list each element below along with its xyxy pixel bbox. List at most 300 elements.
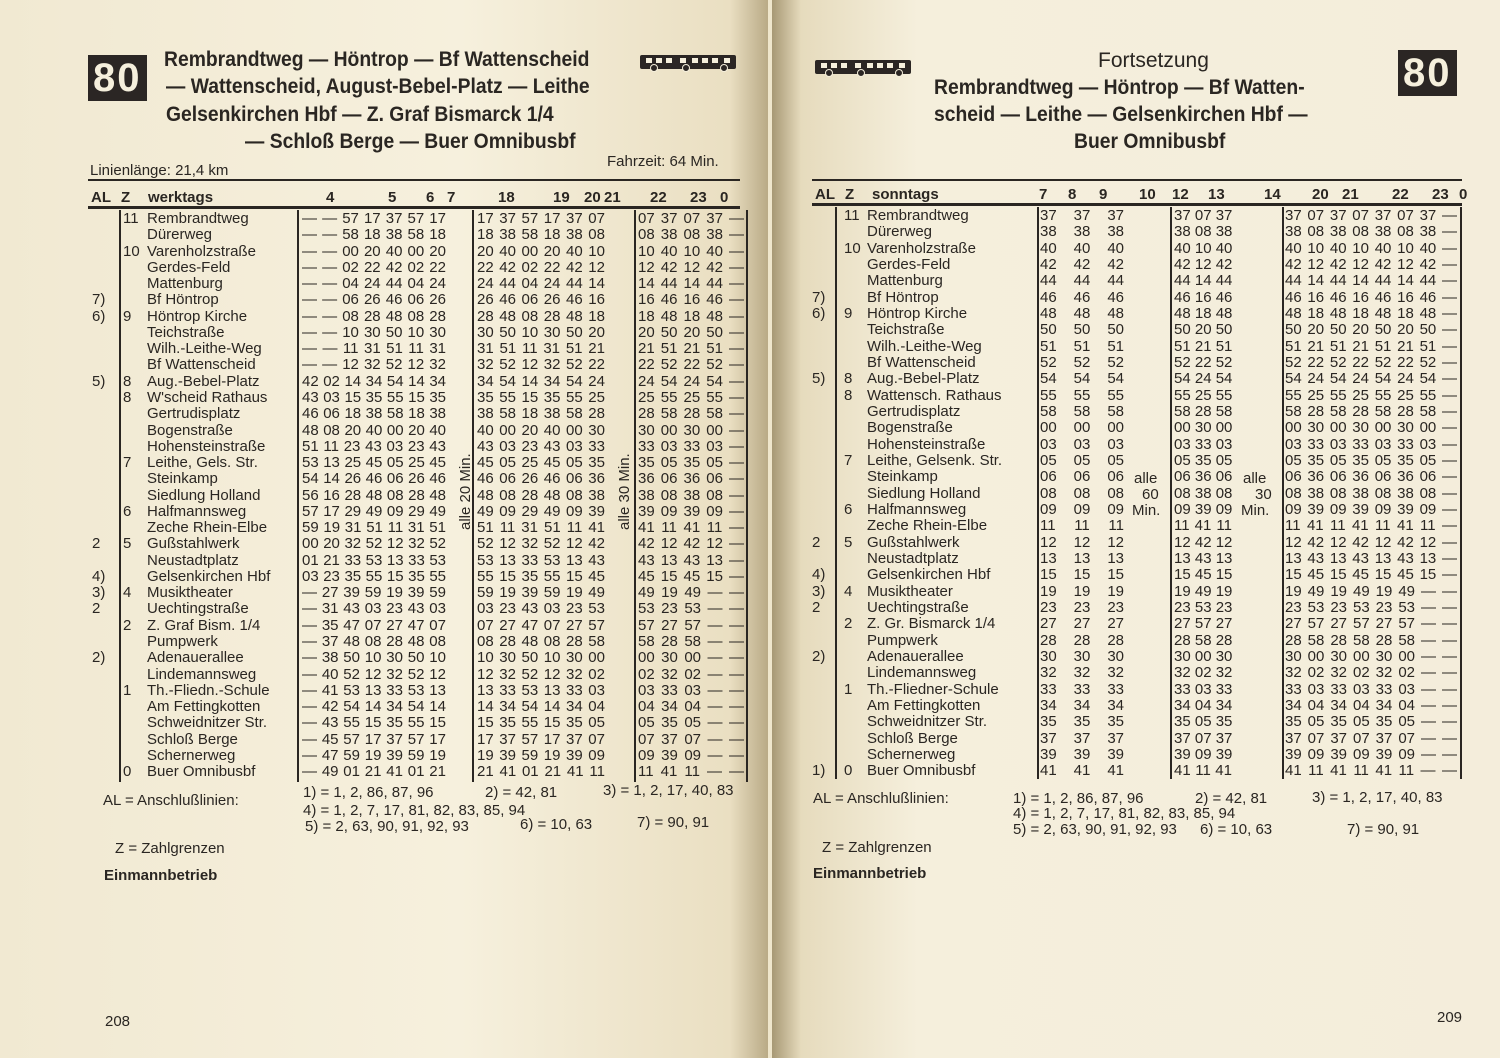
departures-block-3: 09 39 09 39 09 39 09 — [1285,501,1457,518]
stop-name: Zeche Rhein-Elbe [147,519,268,537]
stop-name: Lindemannsweg [867,664,977,682]
departures-block-3: 08 38 08 38 — [638,227,744,244]
stop-name: Uechtingstraße [147,600,249,618]
fare-zone: 0 [123,763,132,781]
departures-block-3: 50 20 50 20 50 20 50 — [1285,322,1457,339]
departures-block-3: 42 12 42 12 42 12 42 — [1285,256,1457,273]
departures-block-1: 00 20 32 52 12 32 52 [302,536,446,553]
connection-lines: 3) [812,582,826,600]
fare-zone: 11 [844,207,860,224]
fare-zone: 6 [123,502,132,520]
timetable-row [772,437,1500,453]
departures-block-3: 11 41 11 41 11 41 11 — [1285,518,1457,535]
departures-block-1: — — 12 32 52 12 32 [302,357,446,374]
fare-zone: 7 [123,454,132,472]
departures-block-3: 00 30 00 — — [638,650,744,667]
footnote-7: 7) = 90, 91 [1347,821,1420,838]
departures-block-2: 17 37 57 17 37 07 [477,211,605,227]
departures-block-2: 49 09 29 49 09 39 [477,503,605,520]
departures-block-1: 03 23 35 55 15 35 55 [302,568,446,585]
stop-name: Gerdes-Feld [147,258,231,276]
departures-block-1: 13 13 13 [1040,550,1124,567]
stop-name: Dürerweg [867,223,933,241]
header-hour-10: 10 [1139,186,1156,203]
departures-block-1: — 43 55 15 35 55 15 [302,715,446,732]
departures-block-1: — — 58 18 38 58 18 [302,227,446,244]
departures-block-1: 39 39 39 [1040,746,1124,763]
stop-name: Aug.-Bebel-Platz [867,370,980,388]
departures-block-1: 46 46 46 [1040,289,1124,306]
stop-name: Mattenburg [147,275,223,293]
departures-block-3: 39 09 39 09 — [638,503,744,520]
departures-block-2: 51 11 31 51 11 41 [477,520,605,537]
departures-block-3: 38 08 38 08 38 08 38 — [1285,224,1457,241]
bus-icon [815,60,911,74]
departures-block-3: 44 14 44 14 44 14 44 — [1285,273,1457,290]
stop-name: Bogenstraße [147,421,233,439]
departures-block-2: 08 38 08 [1174,485,1232,502]
stop-name: Buer Omnibusbf [147,763,256,781]
departures-block-1: — 49 01 21 41 01 21 [302,764,446,781]
stop-name: Musiktheater [147,584,233,602]
departures-block-1: — — 02 22 42 02 22 [302,259,446,276]
departures-block-2: 08 28 48 08 28 58 [477,634,605,651]
departures-block-2: 26 46 06 26 46 16 [477,292,605,309]
departures-block-3: 54 24 54 24 54 24 54 — [1285,371,1457,388]
departures-block-1: 41 41 41 [1040,763,1124,780]
departures-block-1: 28 28 28 [1040,632,1124,649]
departures-block-1: — — 11 31 51 11 31 [302,341,446,358]
stop-name: Varenholzstraße [867,239,976,257]
stop-name: Schloß Berge [867,729,958,747]
departures-block-2: 45 05 25 45 05 35 [477,455,605,472]
page-number: 208 [105,1013,131,1030]
departures-block-3: 25 55 25 55 — [638,389,744,406]
departures-block-1: — — 06 26 46 06 26 [302,292,446,309]
departures-block-1: 43 03 15 35 55 15 35 [302,389,446,406]
departures-block-2: 15 35 55 15 35 05 [477,715,605,732]
stop-name: Th.-Fliedner-Schule [867,680,999,698]
departures-block-1: 11 11 11 [1040,518,1124,535]
departures-block-2: 39 09 39 [1174,746,1232,763]
stop-name: Schernerweg [147,746,236,764]
header-hour-7: 7 [1039,186,1048,203]
header-hour-18: 18 [498,189,515,206]
connection-lines: 1) [812,762,826,780]
timetable-row [0,227,768,243]
departures-block-1: 57 17 29 49 09 29 49 [302,503,446,520]
departures-block-1: 08 08 08 [1040,485,1124,502]
departures-block-3: 07 37 07 — — [638,731,744,748]
departures-block-1: — 38 50 10 30 50 10 [302,650,446,667]
departures-block-1: — 35 47 07 27 47 07 [302,617,446,634]
departures-block-1: 00 00 00 [1040,420,1124,437]
departures-block-1: — 42 54 14 34 54 14 [302,699,446,716]
departures-block-1: 12 12 12 [1040,534,1124,551]
timetable-row [772,257,1500,273]
timetable-row [0,764,768,780]
departures-block-1: — 40 52 12 32 52 12 [302,666,446,683]
connection-lines: 3) [92,584,106,602]
departures-block-3: 08 38 08 38 08 38 08 — [1285,485,1457,502]
departures-block-2: 11 41 11 [1174,518,1232,535]
footnote-6: 6) = 10, 63 [520,816,593,833]
departures-block-2: 55 25 55 [1174,387,1232,404]
connection-lines: 7) [92,291,106,309]
stop-name: Bogenstraße [867,419,953,437]
timetable-row [772,567,1500,583]
departures-block-2: 54 24 54 [1174,371,1232,388]
departures-block-2: 46 06 26 46 06 36 [477,471,605,488]
departures-block-3: 35 05 35 05 35 05 — — [1285,714,1457,731]
stop-name: Steinkamp [867,468,938,486]
departures-block-2: 40 10 40 [1174,240,1232,257]
footnote-2: 2) = 42, 81 [485,784,558,801]
departures-block-2: 37 07 37 [1174,208,1232,224]
interval-note-60-alle: alle [1134,470,1158,487]
departures-block-1: 54 14 26 46 06 26 46 [302,471,446,488]
departures-block-1: 48 08 20 40 00 20 40 [302,422,446,439]
departures-block-2: 10 30 50 10 30 00 [477,650,605,667]
timetable-row [0,732,768,748]
route-title-line-3: Gelsenkirchen Hbf — Z. Graf Bismarck 1/4 [166,103,554,126]
departures-block-3: 43 13 43 13 — [638,552,744,569]
departures-block-3: 02 32 02 — — [638,666,744,683]
departures-block-2: 42 12 42 [1174,256,1232,273]
departures-block-3: 35 05 35 05 — [638,455,744,472]
timetable-row [0,536,768,552]
stop-name: Schweidnitzer Str. [867,713,988,731]
departures-block-3: 58 28 58 — — [638,634,744,651]
connection-lines: 2 [812,598,821,616]
timetable-row [772,763,1500,779]
departures-block-3: 58 28 58 28 58 28 58 — [1285,403,1457,420]
timetable-row [0,618,768,634]
timetable-row [772,273,1500,289]
interval-note-30-alle: alle [1243,470,1267,487]
connection-lines: 4) [812,566,826,584]
connection-lines: 2) [812,647,826,665]
departures-block-3: 37 07 37 07 37 07 — — [1285,730,1457,747]
timetable-row [0,585,768,601]
header-hour-22: 22 [650,189,667,206]
departures-block-3: 13 43 13 43 13 43 13 — [1285,550,1457,567]
departures-block-2: 43 03 23 43 03 33 [477,438,605,455]
departures-block-1: 58 58 58 [1040,403,1124,420]
stop-name: Siedlung Holland [147,486,261,504]
timetable-row [0,292,768,308]
timetable-row [772,698,1500,714]
header-hour-21: 21 [604,189,621,206]
footnote-1: 1) = 1, 2, 86, 87, 96 [303,784,434,801]
departures-block-1: — 45 57 17 37 57 17 [302,731,446,748]
timetable-row [772,224,1500,240]
departures-block-3: 30 00 30 00 30 00 — — [1285,648,1457,665]
departures-block-3: 45 15 45 15 — [638,568,744,585]
departures-block-1: — — 10 30 50 10 30 [302,324,446,341]
footnote-al-label: AL = Anschlußlinien: [103,792,239,809]
stop-name: Pumpwerk [867,631,938,649]
departures-block-2: 34 04 34 [1174,697,1232,714]
timetable-row [0,748,768,764]
interval-note-30-unit: Min. [1241,502,1270,519]
departures-block-3: 40 10 40 10 40 10 40 — [1285,240,1457,257]
stop-name: Th.-Fliedn.-Schule [147,681,270,699]
departures-block-3: 33 03 33 03 — [638,438,744,455]
departures-block-2: 00 30 00 [1174,420,1232,437]
fare-zone: 2 [123,616,132,634]
route-title-line-4: — Schloß Berge — Buer Omnibusbf [245,130,576,153]
footnote-al-label: AL = Anschlußlinien: [813,790,949,807]
departures-block-2: 13 43 13 [1174,550,1232,567]
stop-name: Dürerweg [147,226,213,244]
fare-zone: 4 [123,584,132,602]
departures-block-3: 24 54 24 54 — [638,373,744,390]
stop-name: Wattensch. Rathaus [867,386,1002,404]
timetable-row [772,208,1500,224]
departures-block-1: 03 03 03 [1040,436,1124,453]
departures-block-2: 06 36 06 [1174,469,1232,486]
departures-block-3: 14 44 14 44 — [638,276,744,293]
departures-block-2: 55 15 35 55 15 45 [477,568,605,585]
stop-name: Halfmannsweg [867,500,967,518]
stop-name: Neustadtplatz [147,551,239,569]
departures-block-3: 03 33 03 — — [638,682,744,699]
departures-block-3: 03 33 03 33 03 33 03 — [1285,436,1457,453]
stop-name: Gelsenkirchen Hbf [867,566,991,584]
stop-name: Lindemannsweg [147,665,257,683]
departures-block-2: 22 42 02 22 42 12 [477,259,605,276]
stop-name: W'scheid Rathaus [147,388,268,406]
header-al: AL [91,189,111,206]
departures-block-1: 27 27 27 [1040,616,1124,633]
stop-name: Schweidnitzer Str. [147,714,268,732]
departures-block-1: 32 32 32 [1040,665,1124,682]
departures-block-1: — — 08 28 48 08 28 [302,308,446,325]
departures-block-2: 34 54 14 34 54 24 [477,373,605,390]
timetable-row [772,600,1500,616]
timetable-row [772,747,1500,763]
departures-block-3: 12 42 12 42 — [638,259,744,276]
departures-block-3: 16 46 16 46 — [638,292,744,309]
departures-block-1: 19 19 19 [1040,583,1124,600]
timetable-row [772,486,1500,502]
fare-zone: 8 [844,370,853,388]
departures-block-3: 05 35 05 35 05 35 05 — [1285,452,1457,469]
connection-lines: 5) [92,372,106,390]
departures-block-2: 15 45 15 [1174,567,1232,584]
stop-name: Steinkamp [147,470,218,488]
departures-block-1: — 31 43 03 23 43 03 [302,601,446,618]
departures-block-3: 18 48 18 48 — [638,308,744,325]
departures-block-3: 15 45 15 45 15 45 15 — [1285,567,1457,584]
departures-block-1: 05 05 05 [1040,452,1124,469]
departures-block-1: 23 23 23 [1040,599,1124,616]
departures-block-1: 33 33 33 [1040,681,1124,698]
departures-block-2: 38 08 38 [1174,224,1232,241]
timetable-row [0,488,768,504]
departures-block-1: 59 19 31 51 11 31 51 [302,520,446,537]
stop-name: Höntrop Kirche [867,304,968,322]
departures-block-2: 13 33 53 13 33 03 [477,682,605,699]
stop-name: Gertrudisplatz [147,405,241,423]
departures-block-3: 23 53 23 53 23 53 — — [1285,599,1457,616]
fare-zone: 10 [844,239,861,257]
timetable-row [0,715,768,731]
timetable-row [0,390,768,406]
timetable-row [772,584,1500,600]
timetable-row [772,355,1500,371]
departures-block-2: 31 51 11 31 51 21 [477,341,605,358]
timetable-row [0,650,768,666]
stop-name: Am Fettingkotten [147,698,261,716]
departures-block-2: 07 27 47 07 27 57 [477,617,605,634]
departures-block-3: 20 50 20 50 — [638,324,744,341]
timetable-row [0,406,768,422]
header-hour-7: 7 [447,189,456,206]
fare-zone: 7 [844,451,853,469]
departures-block-2: 58 28 58 [1174,403,1232,420]
departures-block-2: 48 08 28 48 08 38 [477,487,605,504]
departures-block-3: 42 12 42 12 — [638,536,744,553]
stop-name: Bf Wattenscheid [867,353,976,371]
header-hour-8: 8 [1068,186,1077,203]
operation-note: Einmannbetrieb [104,867,218,884]
timetable-row [772,371,1500,387]
departures-block-3: 11 41 11 — — [638,764,744,781]
stop-name: Höntrop Kirche [147,307,248,325]
stop-name: Hohensteinstraße [147,437,266,455]
fare-zone: 6 [844,500,853,518]
continuation-label: Fortsetzung [1098,49,1209,72]
departures-block-2: 09 39 09 [1174,501,1232,518]
interval-note-60-unit: Min. [1132,502,1161,519]
departures-block-1: 09 09 09 [1040,501,1124,518]
line-number-badge: 80 [1398,50,1457,96]
departures-block-2: 24 44 04 24 44 14 [477,276,605,293]
timetable-row [0,244,768,260]
departures-block-2: 52 12 32 52 12 42 [477,536,605,553]
stop-name: Buer Omnibusbf [867,762,976,780]
departures-block-3: 41 11 41 11 — [638,520,744,537]
footnote-5: 5) = 2, 63, 90, 91, 92, 93 [1013,821,1177,838]
footnote-6: 6) = 10, 63 [1200,821,1273,838]
timetable-row [0,683,768,699]
departures-block-3: 33 03 33 03 33 03 — — [1285,681,1457,698]
departures-block-3: 41 11 41 11 41 11 — — [1285,763,1457,780]
departures-block-3: 10 40 10 40 — [638,243,744,260]
fare-zone: 11 [123,210,139,227]
timetable-row [0,211,768,227]
header-hour-5: 5 [388,189,397,206]
departures-block-2: 41 11 41 [1174,763,1232,780]
timetable-row [772,649,1500,665]
stop-name: Adenauerallee [147,649,244,667]
departures-block-1: — — 00 20 40 00 20 [302,243,446,260]
departures-block-3: 12 42 12 42 12 42 12 — [1285,534,1457,551]
timetable-row [772,551,1500,567]
fare-zone: 10 [123,242,140,260]
line-length: Linienlänge: 21,4 km [90,162,229,179]
connection-lines: 7) [812,288,826,306]
departures-block-1: 52 52 52 [1040,354,1124,371]
timetable-row [0,374,768,390]
departures-block-3: 28 58 28 58 — [638,406,744,423]
footnote-3: 3) = 1, 2, 17, 40, 83 [1312,789,1443,806]
timetable-row [772,388,1500,404]
header-hour-0: 0 [1459,186,1468,203]
departures-block-3: 49 19 49 — — [638,585,744,602]
operation-note: Einmannbetrieb [813,865,927,882]
departures-block-2: 59 19 39 59 19 49 [477,585,605,602]
fare-zone: 9 [123,307,132,325]
departures-block-2: 21 41 01 21 41 11 [477,764,605,781]
stop-name: Siedlung Holland [867,484,981,502]
fare-zone: 5 [844,533,853,551]
departures-block-3: 06 36 06 36 06 36 06 — [1285,469,1457,486]
bus-icon [640,55,736,69]
timetable-row [0,471,768,487]
departures-block-2: 48 18 48 [1174,305,1232,322]
departures-block-3: 32 02 32 02 32 02 — — [1285,665,1457,682]
departures-block-2: 17 37 57 17 37 07 [477,731,605,748]
departures-block-1: 35 35 35 [1040,714,1124,731]
departures-block-1: — 47 59 19 39 59 19 [302,747,446,764]
departures-block-1: — — 57 17 37 57 17 [302,211,446,227]
departures-block-1: 50 50 50 [1040,322,1124,339]
departures-block-1: 51 11 23 43 03 23 43 [302,438,446,455]
departures-block-1: 06 06 06 [1040,469,1124,486]
timetable-row [772,616,1500,632]
timetable-row [0,601,768,617]
departures-block-2: 12 42 12 [1174,534,1232,551]
stop-name: Schloß Berge [147,730,238,748]
timetable-row [0,357,768,373]
timetable-row [772,518,1500,534]
departures-block-3: 27 57 27 57 27 57 — — [1285,616,1457,633]
departures-block-1: 37 37 37 [1040,208,1124,224]
timetable-row [772,731,1500,747]
footnote-2: 2) = 42, 81 [1195,790,1268,807]
stop-name: Halfmannsweg [147,502,247,520]
timetable-row [772,682,1500,698]
route-title-line-3: Buer Omnibusbf [1074,130,1226,153]
departures-block-2: 19 39 59 19 39 09 [477,747,605,764]
departures-block-3: 52 22 52 22 52 22 52 — [1285,354,1457,371]
zahlgrenzen-note: Z = Zahlgrenzen [115,840,225,857]
stop-name: Zeche Rhein-Elbe [867,517,988,535]
timetable-row [0,325,768,341]
timetable-row [772,665,1500,681]
timetable-row [772,714,1500,730]
timetable-row [772,306,1500,322]
interval-note-30-value: 30 [1255,486,1272,503]
stop-name: Gerdes-Feld [867,255,951,273]
departures-block-2: 05 35 05 [1174,452,1232,469]
header-z: Z [845,186,855,203]
header-hour-23: 23 [690,189,707,206]
stop-name: Bf Höntrop [147,291,219,309]
timetable-row [0,455,768,471]
departures-block-2: 30 00 30 [1174,648,1232,665]
timetable-row [772,453,1500,469]
departures-block-1: 01 21 33 53 13 33 53 [302,552,446,569]
departures-block-2: 03 33 03 [1174,436,1232,453]
zahlgrenzen-note: Z = Zahlgrenzen [822,839,932,856]
header-day: werktags [148,189,214,206]
connection-lines: 2 [92,535,101,553]
stop-name: Teichstraße [867,321,945,339]
